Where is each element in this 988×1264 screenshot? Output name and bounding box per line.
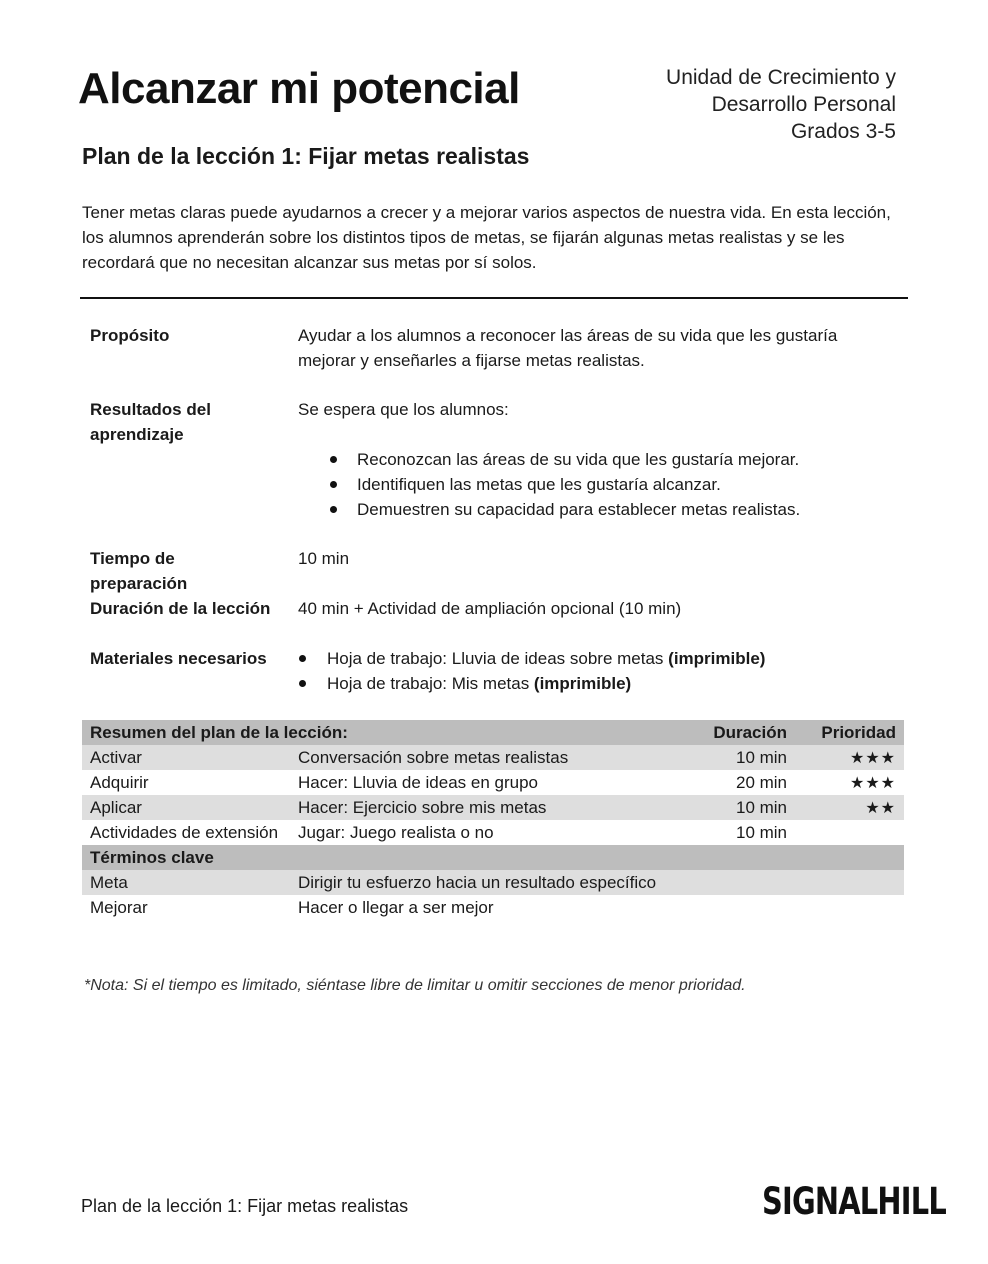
- activity-cell: Conversación sobre metas realistas: [290, 745, 680, 770]
- duration-cell: 10 min: [680, 745, 795, 770]
- outcome-item: Demuestren su capacidad para establecer metas realistas.: [357, 497, 800, 522]
- table-row: [82, 895, 904, 920]
- priority-stars: [795, 820, 904, 845]
- materials-label: Materiales necesarios: [90, 649, 267, 668]
- unit-line: Unidad de Crecimiento y: [666, 66, 896, 89]
- definition-cell: Hacer o llegar a ser mejor: [290, 895, 904, 920]
- duration-header: Duración: [680, 720, 795, 745]
- footer-title: Plan de la lección 1: Fijar metas realistas: [81, 1196, 409, 1216]
- duration-value: 40 min + Actividad de ampliación opcional (10 min): [298, 599, 682, 618]
- stage-cell: Aplicar: [82, 795, 290, 820]
- priority-header: Prioridad: [795, 720, 904, 745]
- table-row: [82, 770, 904, 795]
- outcomes-list: [357, 447, 800, 522]
- definition-cell: Dirigir tu esfuerzo hacia un resultado específico: [290, 870, 904, 895]
- duration-cell: 10 min: [680, 795, 795, 820]
- unit-line: Desarrollo Personal: [711, 93, 896, 116]
- grade-line: Grados 3-5: [790, 120, 896, 143]
- printable-tag: (imprimible): [668, 649, 766, 668]
- key-terms-title: Términos clave: [82, 845, 904, 870]
- material-item: [327, 646, 765, 671]
- stage-cell: Actividades de extensión: [82, 820, 290, 845]
- duration-cell: 20 min: [680, 770, 795, 795]
- stage-cell: Activar: [82, 745, 290, 770]
- material-text: Hoja de trabajo: Mis metas: [327, 674, 534, 693]
- duration-cell: 10 min: [680, 820, 795, 845]
- priority-note: *Nota: Si el tiempo es limitado, siéntase libre de limitar u omitir secciones de menor prioridad.: [84, 977, 746, 994]
- duration-label: Duración de la lección: [90, 599, 271, 618]
- priority-stars: ★★: [795, 795, 904, 820]
- outcomes-label: Resultados del aprendizaje: [90, 400, 211, 444]
- outcomes-intro: Se espera que los alumnos:: [298, 400, 509, 419]
- summary-header-row: [82, 720, 904, 745]
- material-item: [327, 671, 765, 696]
- purpose-value: Ayudar a los alumnos a reconocer las áreas de su vida que les gustaría mejorar y enseñarles a fijarse metas realistas.: [298, 326, 838, 370]
- activity-cell: Jugar: Juego realista o no: [290, 820, 680, 845]
- logo-text: SIGNAL: [762, 1180, 878, 1223]
- logo-text: HILL: [877, 1180, 946, 1223]
- printable-tag: (imprimible): [533, 674, 632, 693]
- activity-cell: Hacer: Lluvia de ideas en grupo: [290, 770, 680, 795]
- material-text: Hoja de trabajo: Lluvia de ideas sobre metas: [327, 649, 669, 668]
- prep-time-value: 10 min: [298, 549, 350, 568]
- table-row: [82, 820, 904, 845]
- outcome-item: Reconozcan las áreas de su vida que les gustaría mejorar.: [357, 447, 800, 472]
- prep-time-label: Tiempo de preparación: [90, 549, 188, 593]
- activity-cell: Hacer: Ejercicio sobre mis metas: [290, 795, 680, 820]
- stage-cell: Adquirir: [82, 770, 290, 795]
- section-divider: [80, 297, 908, 299]
- term-cell: Meta: [82, 870, 290, 895]
- term-cell: Mejorar: [82, 895, 290, 920]
- purpose-label: Propósito: [90, 326, 170, 345]
- summary-title: Resumen del plan de la lección:: [82, 720, 680, 745]
- table-row: [82, 795, 904, 820]
- lesson-heading: Plan de la lección 1: Fijar metas realistas: [82, 143, 530, 169]
- signal-hill-logo: [762, 1176, 946, 1228]
- lesson-summary-table: [82, 720, 904, 920]
- table-row: [82, 745, 904, 770]
- key-terms-header-row: [82, 845, 904, 870]
- priority-stars: ★★★: [795, 770, 904, 795]
- outcome-item: Identifiquen las metas que les gustaría alcanzar.: [357, 472, 800, 497]
- lesson-intro: Tener metas claras puede ayudarnos a crecer y a mejorar varios aspectos de nuestra vida. En esta lección, los alumnos aprenderán sobre los distintos tipos de metas, se fijarán algunas metas realistas y se les recordará que no necesitan alcanzar sus metas por sí solos.: [82, 203, 891, 272]
- document-title: Alcanzar mi potencial: [78, 64, 520, 113]
- table-row: [82, 870, 904, 895]
- materials-list: [327, 646, 765, 696]
- priority-stars: ★★★: [795, 745, 904, 770]
- unit-info: [666, 64, 896, 145]
